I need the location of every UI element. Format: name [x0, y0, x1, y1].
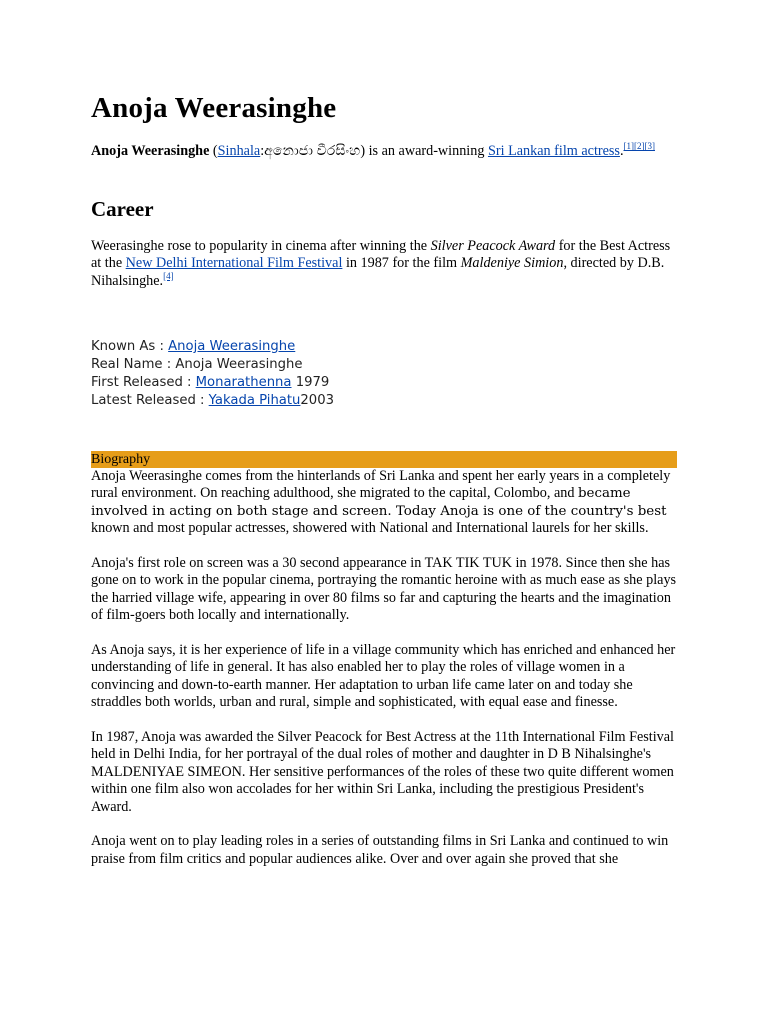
known-as-link[interactable]: Anoja Weerasinghe: [168, 339, 296, 354]
career-heading: Career: [91, 197, 154, 221]
yakada-pihatu-link[interactable]: Yakada Pihatu: [208, 393, 301, 408]
latest-released-row: [91, 392, 681, 410]
latest-released-year: 2003: [300, 393, 334, 408]
career-paragraph: [91, 238, 681, 290]
biography-heading-bar: Biography: [91, 451, 677, 468]
monarathenna-link[interactable]: Monarathenna: [195, 375, 292, 390]
biography-paragraph-2: Anoja's first role on screen was a 30 second appearance in TAK TIK TUK in 1978. Since then she has gone on to work in the popular cinema, portraying the romantic heroine with as much ease as she plays the harried village wife, appearing in over 80 films so far and capturing the hearts and the imagination of film-goers both locally and internationally.: [91, 555, 677, 624]
first-released-year: 1979: [291, 375, 330, 390]
first-released-row: [91, 374, 681, 392]
real-name-label: Real Name :: [91, 357, 176, 372]
real-name-value: Anoja Weerasinghe: [175, 357, 303, 372]
career-reference-link[interactable]: [4]: [163, 270, 174, 281]
film-title-maldeniye-simion: Maldeniye Simion: [460, 255, 564, 272]
bio-p1-part-a: Anoja Weerasinghe comes from the hinterlands of Sri Lanka and spent her early years in a completely rural environment. On reaching adulthood, she migrated to the capital, Colombo, and: [91, 468, 671, 502]
career-text-4: , directed by D.B. Nihalsinghe.: [91, 255, 665, 289]
lead-paragraph: [91, 143, 681, 160]
biography-paragraph-3: As Anoja says, it is her experience of life in a village community which has enriched and enhanced her understanding of life in general. It has also enabled her to play the roles of village women in a convincing and down-to-earth manner. Her adaptation to urban life came later on and today she straddles both worlds, urban and rural, simple and sophisticated, with equal ease and finesse.: [91, 642, 676, 711]
native-name: :අනොජා වීරසිංහ: [260, 143, 361, 159]
bio-p1-part-b: became involved in acting on both stage and screen. Today Anoja is one of the country's best: [91, 486, 667, 519]
career-text-3: in 1987 for the film: [342, 255, 461, 272]
career-text-2: for the Best Actress at the: [91, 238, 671, 272]
page-title: Anoja Weerasinghe: [91, 92, 337, 124]
latest-released-label: Latest Released :: [91, 393, 209, 408]
silver-peacock-award: Silver Peacock Award: [430, 238, 556, 254]
biography-paragraph-5: Anoja went on to play leading roles in a series of outstanding films in Sri Lanka and continued to win praise from film critics and popular audiences alike. Over and over again she proved that she: [91, 833, 669, 867]
lead-bold-name: Anoja Weerasinghe: [91, 143, 210, 159]
known-as-row: [91, 338, 681, 356]
facts-block: [91, 338, 681, 410]
new-delhi-festival-link[interactable]: New Delhi International Film Festival: [125, 255, 343, 272]
lead-period: .: [619, 143, 624, 159]
sri-lankan-film-actress-link[interactable]: Sri Lankan film actress: [487, 143, 620, 159]
known-as-label: Known As :: [91, 339, 169, 354]
biography-paragraph-4: In 1987, Anoja was awarded the Silver Peacock for Best Actress at the 11th International Film Festival held in Delhi India, for her portrayal of the dual roles of mother and daughter in D B Nihalsinghe's MALDENIYAE SIMEON. Her sensitive performances of the roles of these two quite different women within one film also won accolades for her within Sri Lanka, including the prestigious President's Award.: [91, 729, 674, 815]
lead-text: ) is an award-winning: [360, 143, 488, 159]
first-released-label: First Released :: [91, 375, 196, 390]
real-name-row: [91, 356, 681, 374]
sinhala-link[interactable]: Sinhala: [217, 143, 261, 159]
lead-references-link[interactable]: [1][2][3]: [623, 141, 655, 151]
biography-text: [91, 468, 681, 886]
lead-paren-open: (: [209, 143, 218, 159]
career-text-1: Weerasinghe rose to popularity in cinema after winning the: [91, 238, 431, 254]
biography-paragraph-1: [91, 468, 681, 538]
bio-p1-part-c: known and most popular actresses, showered with National and International laurels for her skills.: [91, 520, 649, 537]
